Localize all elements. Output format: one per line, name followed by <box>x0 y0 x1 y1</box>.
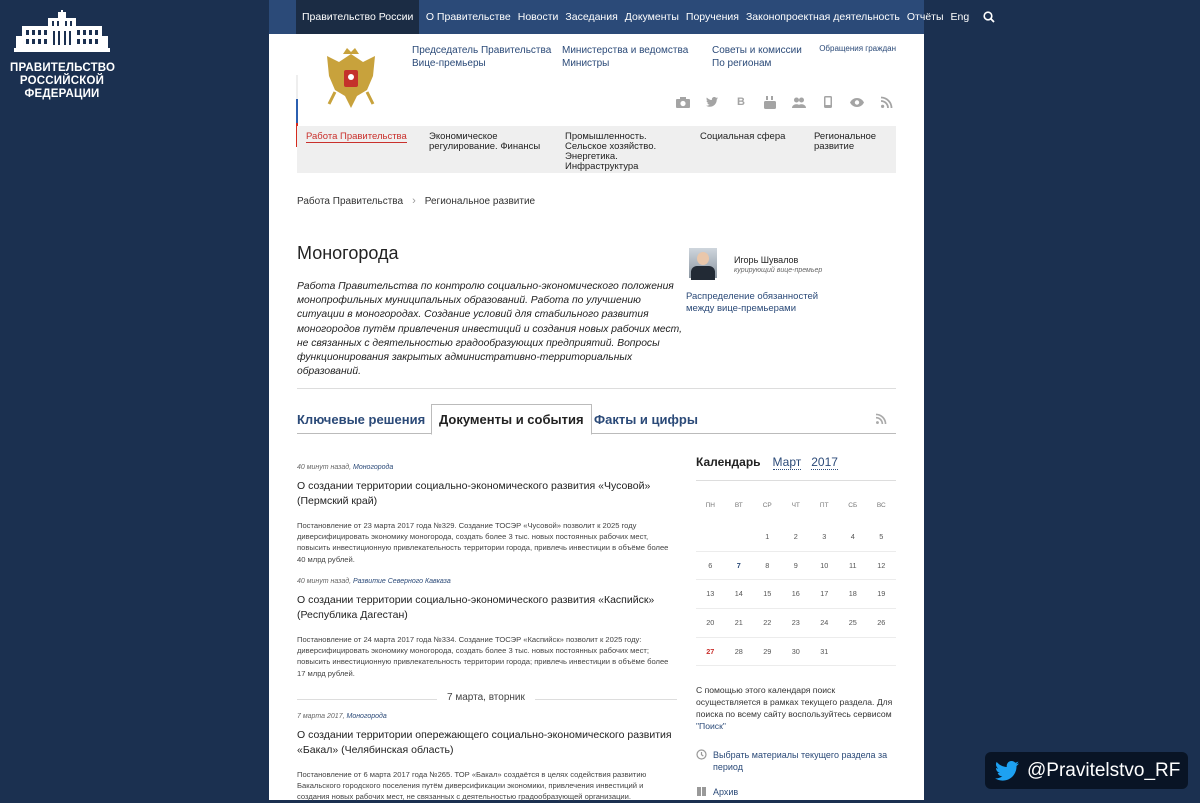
calendar-weekday: ПТ <box>819 502 829 509</box>
news-time: 7 марта 2017, <box>297 713 345 720</box>
twitter-handle-badge[interactable] <box>985 752 1188 789</box>
calendar-week <box>696 638 896 667</box>
calendar-day <box>725 523 754 551</box>
calendar-day[interactable]: 20 <box>706 618 715 628</box>
camera-icon[interactable] <box>675 94 691 110</box>
rss-icon[interactable] <box>876 414 886 427</box>
news-text: Постановление от 6 марта 2017 года №265. ТОР «Бакал» создаётся в целях содействия развитию Бакальского городского поселения путём диверсификации экономики, привлечения инвестиций и создания новых рабочих мест, не связанных с деятельностью градообразующей организации. <box>297 770 647 802</box>
calendar-week <box>696 523 896 552</box>
calendar-day[interactable]: 4 <box>850 532 855 541</box>
calendar-day <box>696 523 725 551</box>
calendar-day[interactable]: 29 <box>763 646 772 656</box>
coat-of-arms-icon[interactable] <box>321 46 381 119</box>
calendar-weekday: ВТ <box>734 502 743 509</box>
news-text: Постановление от 24 марта 2017 года №334. Создание ТОСЭР «Каспийск» позволит к 2025 году: диверсифицировать экономику моногорода, создать более 3 тыс. новых постоянных рабочих мест; повысить инвестиционную привлекательность территории города; привлечь инвестиции в объёме более 17 млрд рублей. <box>297 635 669 678</box>
nav-english[interactable]: Eng <box>950 11 970 23</box>
site-header <box>269 34 924 126</box>
section-tabs <box>297 126 896 173</box>
link-regions[interactable]: По регионам <box>712 58 772 69</box>
link-councils[interactable]: Советы и комиссии <box>712 45 802 56</box>
link-chairman[interactable]: Председатель Правительства <box>412 45 552 56</box>
calendar-day[interactable]: 28 <box>734 646 743 656</box>
brand-line-3: ФЕДЕРАЦИИ <box>24 88 100 100</box>
nav-news[interactable]: Новости <box>517 11 559 23</box>
calendar-month-select[interactable]: Март <box>772 455 802 469</box>
nav-documents[interactable]: Документы <box>624 11 679 23</box>
calendar-weekday: ПН <box>705 502 715 509</box>
calendar-day[interactable]: 1 <box>765 532 770 541</box>
select-period-label: Выбрать материалы текущего раздела за период <box>713 750 888 772</box>
calendar-day[interactable]: 7 <box>736 560 741 570</box>
divider <box>297 388 896 389</box>
section-industry[interactable]: Промышленность. Сельское хозяйство. Энергетика. Инфраструктура <box>565 131 657 172</box>
calendar-day <box>867 638 896 666</box>
calendar-grid <box>696 499 896 666</box>
nav-legislation[interactable]: Законопроектная деятельность <box>745 11 900 23</box>
calendar-weekday: ВС <box>876 502 886 509</box>
calendar-day[interactable]: 10 <box>820 560 829 570</box>
calendar-note-text: С помощью этого календаря поиск осуществляется в рамках текущего раздела. Для поиска по всему сайту воспользуйтесь сервисом <box>696 685 893 719</box>
search-service-link[interactable]: "Поиск" <box>696 721 726 731</box>
youtube-icon[interactable] <box>762 94 778 110</box>
calendar <box>696 455 896 656</box>
news-title[interactable]: О создании территории социально-экономического развития «Чусовой» (Пермский край) <box>297 480 651 507</box>
brand-line-1: ПРАВИТЕЛЬСТВО <box>10 62 116 74</box>
curator-photo[interactable] <box>689 248 717 278</box>
breadcrumb-current[interactable]: Региональное развитие <box>424 195 536 207</box>
link-ministers[interactable]: Министры <box>562 58 610 69</box>
page-intro: Работа Правительства по контролю социально-экономического положения монопрофильных муниципальных образований. Работа по улучшению ситуации в моногородах. Создание условий для стабильного развития моногородов путём привлечения инвестиций и создания новых рабочих мест, не связанных с деятельностью градообразующих предприятий. Вопросы функционирования закрытых административно-территориальных образований. <box>297 281 682 378</box>
calendar-day[interactable]: 22 <box>763 618 772 628</box>
calendar-day[interactable]: 18 <box>848 589 857 599</box>
mobile-icon[interactable] <box>820 94 836 110</box>
calendar-day[interactable]: 8 <box>765 560 770 570</box>
news-title[interactable]: О создании территории социально-экономического развития «Каспийск» (Республика Дагестан) <box>297 594 655 621</box>
breadcrumb <box>297 195 535 207</box>
duties-distribution-link[interactable]: Распределение обязанностей между вице-премьерами <box>686 291 819 314</box>
archive-label: Архив <box>713 787 739 797</box>
chevron-right-icon: › <box>412 195 416 207</box>
tab-key-decisions[interactable]: Ключевые решения <box>297 412 426 427</box>
eye-icon[interactable] <box>849 94 865 110</box>
people-icon[interactable] <box>791 94 807 110</box>
news-item <box>297 464 677 565</box>
tab-facts-figures[interactable]: Факты и цифры <box>594 412 698 427</box>
calendar-day <box>839 638 868 666</box>
vk-icon[interactable]: В <box>737 96 745 108</box>
twitter-bird-icon <box>995 761 1019 781</box>
content-tabs <box>297 404 896 434</box>
twitter-handle: @Pravitelstvo_RF <box>1027 759 1181 781</box>
calendar-day[interactable]: 6 <box>708 560 713 570</box>
section-regional[interactable]: Региональное развитие <box>814 131 877 152</box>
brand-line-2: РОССИЙСКОЙ <box>19 75 105 87</box>
nav-reports[interactable]: Отчёты <box>906 11 944 23</box>
link-ministries[interactable]: Министерства и ведомства <box>562 45 689 56</box>
calendar-day[interactable]: 23 <box>791 618 800 628</box>
nav-meetings[interactable]: Заседания <box>565 11 618 23</box>
archive-link[interactable] <box>696 786 896 801</box>
calendar-day[interactable]: 26 <box>877 618 886 628</box>
calendar-note <box>696 684 896 732</box>
link-citizen-appeals[interactable]: Обращения граждан <box>819 44 896 53</box>
calendar-day[interactable]: 15 <box>763 589 772 599</box>
calendar-day[interactable]: 24 <box>820 618 829 628</box>
calendar-day[interactable]: 30 <box>791 646 800 656</box>
calendar-week <box>696 580 896 609</box>
calendar-day[interactable]: 31 <box>820 646 829 656</box>
calendar-label: Календарь <box>696 455 761 469</box>
calendar-day[interactable]: 21 <box>734 618 743 628</box>
section-economy-finance[interactable]: Экономическое регулирование. Финансы <box>429 131 541 152</box>
link-vice-premiers[interactable]: Вице-премьеры <box>412 58 486 69</box>
curator-name[interactable]: Игорь Шувалов <box>734 255 799 265</box>
calendar-day[interactable]: 19 <box>877 589 886 599</box>
government-brand[interactable] <box>10 10 114 101</box>
white-house-logo <box>14 10 110 56</box>
nav-government-russia[interactable]: Правительство России <box>296 0 419 34</box>
news-text: Постановление от 23 марта 2017 года №329. Создание ТОСЭР «Чусовой» позволит к 2025 году диверсифицировать экономику моногорода, создать более 3 тыс. новых постоянных рабочих мест, повысить инвестиционную привлекательность территории города, привлечь инвестиции в объёме более 40 млрд рублей. <box>297 521 669 564</box>
calendar-day[interactable]: 9 <box>793 560 798 570</box>
section-social[interactable]: Социальная сфера <box>700 131 786 142</box>
calendar-weekday: СР <box>762 502 772 509</box>
book-icon <box>696 786 708 801</box>
news-title[interactable]: О создании территории опережающего социально-экономического развития «Бакал» (Челябинская область) <box>297 729 672 756</box>
news-item <box>297 713 677 803</box>
calendar-day[interactable]: 27 <box>706 646 715 656</box>
calendar-week <box>696 609 896 638</box>
calendar-day[interactable]: 2 <box>793 532 798 541</box>
breadcrumb-root[interactable]: Работа Правительства <box>297 195 404 207</box>
calendar-weekday: СБ <box>848 502 858 509</box>
news-tag[interactable]: Развитие Северного Кавказа <box>352 578 451 585</box>
section-label: Работа Правительства <box>306 131 407 142</box>
date-separator-label: 7 марта, вторник <box>437 692 535 703</box>
section-government-work[interactable] <box>297 126 420 173</box>
calendar-weekday: ЧТ <box>791 502 800 509</box>
calendar-day[interactable]: 11 <box>848 560 857 570</box>
rss-icon[interactable] <box>878 94 894 110</box>
search-icon[interactable] <box>983 7 995 27</box>
page-title: Моногорода <box>297 243 399 263</box>
select-period-link[interactable] <box>696 749 896 773</box>
tab-documents-events[interactable]: Документы и события <box>431 404 592 435</box>
calendar-year-select[interactable]: 2017 <box>811 455 838 469</box>
calendar-day[interactable]: 12 <box>877 560 886 570</box>
history-icon <box>696 749 708 773</box>
curator-role: курирующий вице-премьер <box>734 267 823 274</box>
top-navigation <box>269 0 970 34</box>
calendar-week <box>696 552 896 581</box>
calendar-day[interactable]: 16 <box>791 589 800 599</box>
calendar-day[interactable]: 17 <box>820 589 829 599</box>
news-tag[interactable]: Моногорода <box>352 464 394 471</box>
nav-instructions[interactable]: Поручения <box>685 11 739 23</box>
news-item <box>297 578 677 679</box>
news-time: 40 минут назад, <box>297 578 352 585</box>
calendar-day[interactable]: 25 <box>848 618 857 628</box>
social-icons <box>675 94 894 110</box>
date-separator <box>297 692 677 706</box>
calendar-day[interactable]: 5 <box>879 532 884 541</box>
news-tag[interactable]: Моногорода <box>346 713 387 720</box>
main-page <box>269 0 970 802</box>
nav-about[interactable]: О Правительстве <box>425 11 511 23</box>
news-time: 40 минут назад, <box>297 464 352 471</box>
calendar-day[interactable]: 3 <box>822 532 827 541</box>
calendar-day[interactable]: 13 <box>706 589 715 599</box>
calendar-day[interactable]: 14 <box>734 589 743 599</box>
twitter-icon[interactable] <box>704 94 720 110</box>
